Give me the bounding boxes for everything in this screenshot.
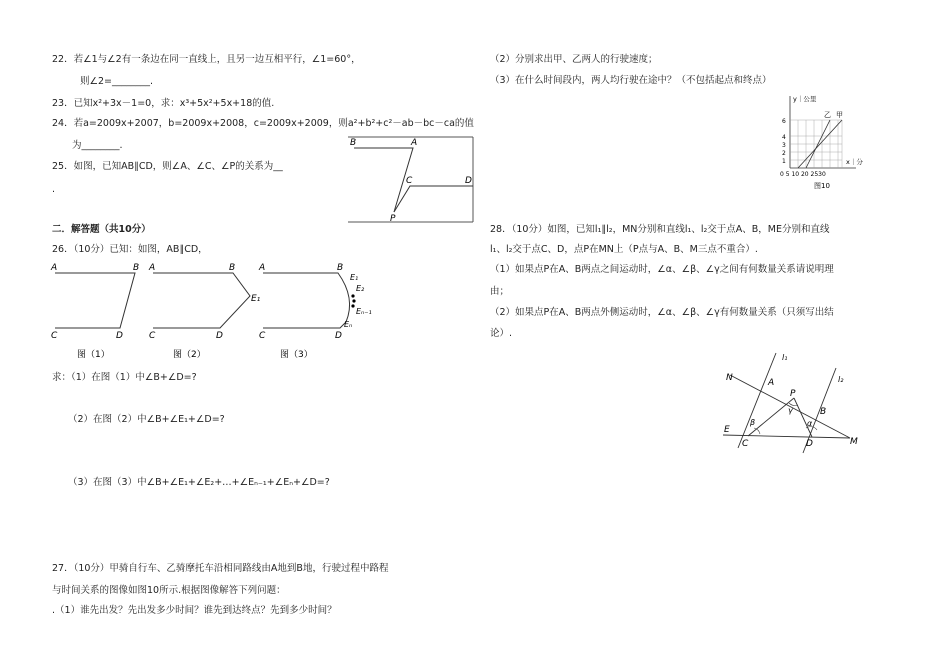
fig26-3-label-em1: Eₙ₋₁: [356, 307, 372, 316]
fig10-y-label: y｜公里: [793, 95, 817, 103]
fig28-segment-pc: [748, 398, 794, 436]
fig28-label-p: P: [790, 389, 796, 399]
q25-line2: .: [52, 184, 56, 195]
q26-ask-2: （2）在图（2）中∠B+∠E₁+∠D=?: [68, 414, 225, 425]
fig26-1-label-c: C: [51, 331, 58, 341]
fig26-1-label-d: D: [116, 331, 123, 341]
fig25-label-d: D: [465, 176, 472, 186]
fig28-label-c: C: [742, 439, 749, 449]
fig25-label-c: C: [406, 176, 413, 186]
fig26-2-label-a: A: [149, 263, 156, 273]
section-2-heading: 二．解答题（共10分）: [52, 224, 151, 235]
fig26-3-label-en: Eₙ: [344, 320, 353, 329]
figure-q26: [50, 258, 380, 363]
q28-part2-a: （2）如果点P在A、B两点外侧运动时，∠α、∠β、∠γ有何数量关系（只须写出结: [490, 307, 834, 318]
q22-line1: 22．若∠1与∠2有一条边在同一直线上，且另一边互相平行，∠1=60°，: [52, 54, 361, 65]
q27-line2: 与时间关系的图像如图10所示.根据图像解答下列问题：: [52, 585, 286, 596]
fig28-label-b: B: [820, 407, 827, 417]
fig26-3-dot-3: [351, 304, 354, 307]
fig26-2-label-d: D: [216, 331, 223, 341]
fig26-3-dot-2: [352, 299, 355, 302]
q26-intro: 26．（10分）已知：如图，AB∥CD，: [52, 244, 208, 255]
fig28-label-d: D: [806, 439, 813, 449]
q28-line1: 28．（10分）如图，已知l₁∥l₂，MN分别和直线l₁、l₂交于点A、B，ME分别和直线: [490, 224, 830, 235]
q27-part2: （2）分别求出甲、乙两人的行驶速度；: [490, 54, 658, 65]
fig26-caption-1: 图（1）: [77, 350, 110, 360]
fig10-ytick-6: 6: [782, 118, 786, 125]
fig26-1-label-b: B: [133, 263, 140, 273]
q25-line1: 25．如图，已知AB∥CD，则∠A、∠C、∠P的关系为__: [52, 161, 283, 172]
fig10-ytick-4: 4: [782, 134, 786, 141]
q28-line2: l₁、l₂交于点C、D，点P在MN上（P点与A、B、M三点不重合）.: [490, 244, 758, 255]
fig26-3-label-a: A: [259, 263, 266, 273]
fig25-label-a: A: [411, 138, 418, 148]
fig28-label-m: M: [850, 437, 858, 447]
fig10-caption: 图10: [814, 182, 830, 190]
fig28-label-l1: l₁: [782, 353, 788, 362]
q26-ask-1: 求：（1）在图（1）中∠B+∠D=?: [52, 372, 197, 383]
q26-ask-3: （3）在图（3）中∠B+∠E₁+∠E₂+…+∠Eₙ₋₁+∠Eₙ+∠D=?: [68, 477, 330, 488]
fig26-caption-3: 图（3）: [280, 350, 313, 360]
figure-q28: [718, 348, 868, 458]
fig10-label-jia: 甲: [836, 111, 843, 119]
fig26-2-lines: [153, 273, 250, 328]
fig26-3-label-e2: E₂: [356, 284, 365, 293]
fig10-xticks: 0 5 10 20 2530: [780, 171, 826, 178]
q27-line1: 27．（10分）甲骑自行车、乙骑摩托车沿相同路线由A地到B地，行驶过程中路程: [52, 563, 389, 574]
fig10-grid: [790, 120, 842, 168]
q24-line1: 24．若a=2009x+2007，b=2009x+2008，c=2009x+2009，则a²+b²+c²－ab－bc－ca的值: [52, 118, 474, 129]
fig28-label-beta: β: [750, 418, 756, 427]
figure-q25: [348, 132, 478, 227]
fig26-3-label-b: B: [337, 263, 344, 273]
fig28-segment-pd: [794, 398, 812, 437]
fig26-1-label-a: A: [51, 263, 58, 273]
fig10-ytick-2: 2: [782, 150, 786, 157]
q28-part2-b: 论）.: [490, 328, 513, 339]
q28-part1-b: 由；: [490, 286, 510, 297]
fig25-label-b: B: [350, 138, 357, 148]
fig26-1-lines: [55, 273, 135, 328]
fig25-line-cd: [394, 186, 473, 212]
q23: 23．已知x²+3x－1=0，求：x³+5x²+5x+18的值.: [52, 98, 275, 109]
fig26-caption-2: 图（2）: [173, 350, 206, 360]
q27-part3: （3）在什么时间段内，两人均行驶在途中？（不包括起点和终点）: [490, 75, 772, 86]
fig10-label-yi: 乙: [824, 111, 831, 119]
q22-line2: 则∠2=________.: [80, 76, 154, 87]
fig26-3-label-e1: E₁: [350, 273, 359, 282]
fig28-label-l2: l₂: [838, 375, 844, 384]
fig26-3-lines: [263, 273, 353, 329]
fig10-ytick-3: 3: [782, 142, 786, 149]
figure-10-graph: [776, 92, 876, 192]
fig28-label-n: N: [726, 373, 733, 383]
fig25-line-ab: [354, 148, 413, 212]
fig28-label-a: A: [768, 378, 775, 388]
fig28-line-l1: [738, 353, 776, 448]
q24-line2: 为________.: [72, 140, 123, 151]
fig26-2-label-b: B: [229, 263, 236, 273]
fig26-2-label-e1: E₁: [251, 294, 261, 304]
fig25-label-p: P: [390, 214, 396, 224]
fig10-x-label: x｜分: [846, 158, 863, 166]
fig28-label-alpha: α: [807, 419, 813, 428]
fig10-ytick-1: 1: [782, 158, 786, 165]
fig26-2-label-c: C: [149, 331, 156, 341]
fig28-label-gamma: γ: [788, 406, 793, 415]
q27-part1: .（1）谁先出发？先出发多少时间？谁先到达终点？先到多少时间？: [52, 605, 337, 616]
fig26-3-label-d: D: [335, 331, 342, 341]
fig26-3-label-c: C: [259, 331, 266, 341]
fig28-label-e: E: [724, 425, 730, 435]
q28-part1-a: （1）如果点P在A、B两点之间运动时，∠α、∠β、∠γ之间有何数量关系请说明理: [490, 264, 834, 275]
fig26-3-dot-1: [351, 294, 354, 297]
